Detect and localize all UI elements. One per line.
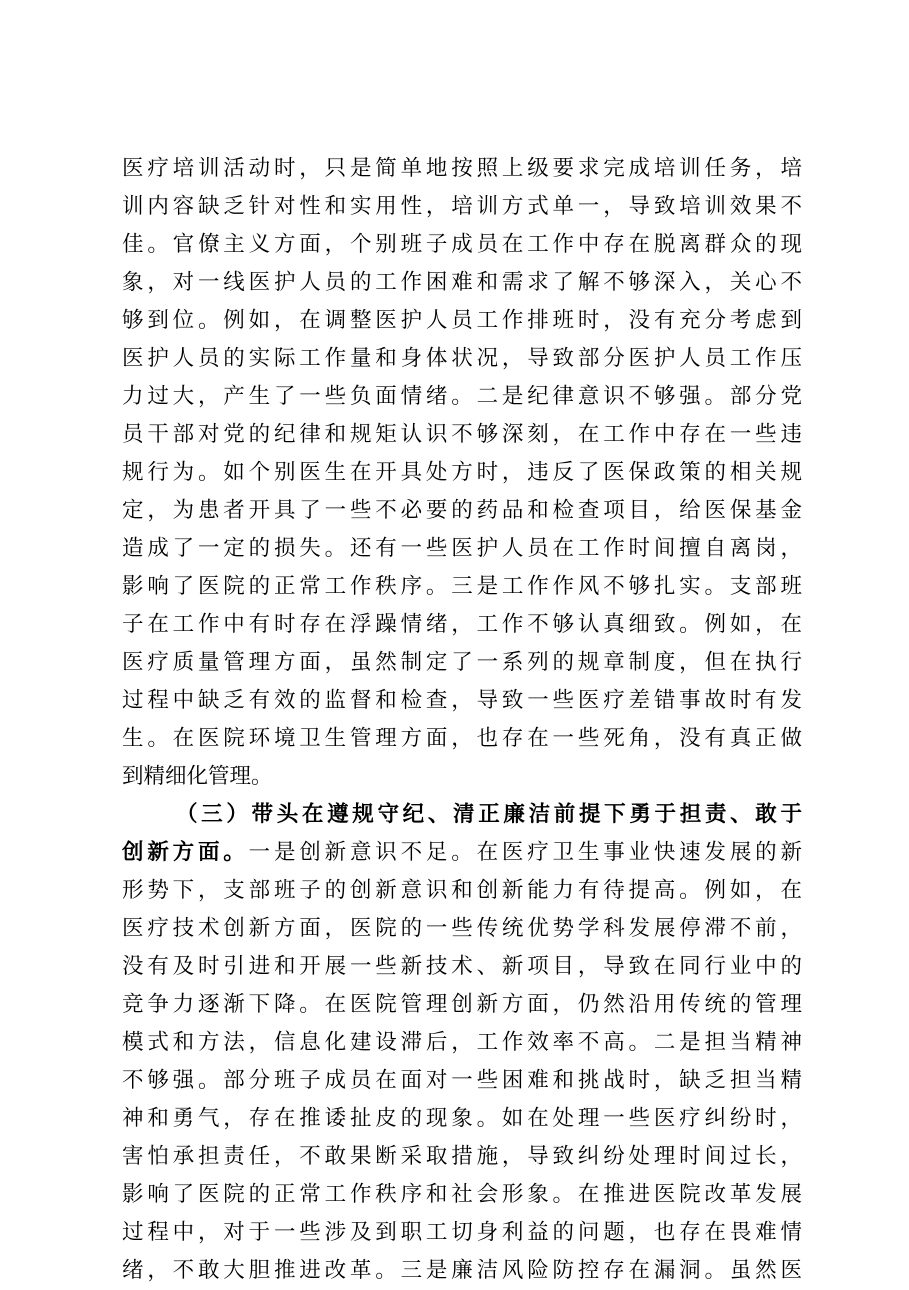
text-line: 影响了医院的正常工作秩序。三是工作作风不够扎实。支部班 (122, 574, 802, 599)
text-line: 影响了医院的正常工作秩序和社会形象。在推进医院改革发展 (122, 1182, 802, 1207)
text-line: 够到位。例如，在调整医护人员工作排班时，没有充分考虑到 (122, 308, 802, 333)
text-line: 医疗质量管理方面，虽然制定了一系列的规章制度，但在执行 (122, 650, 802, 675)
section-3-paragraph (122, 796, 802, 1290)
section-heading: （三）带头在遵规守纪、清正廉洁前提下勇于担责、敢于 (176, 802, 802, 827)
text-line: 医疗培训活动时，只是简单地按照上级要求完成培训任务，培 (122, 156, 802, 181)
text-line: 形势下，支部班子的创新意识和创新能力有待提高。例如，在 (122, 878, 802, 903)
text-line: 过程中，对于一些涉及到职工切身利益的问题，也存在畏难情 (122, 1220, 802, 1245)
text-line: 医护人员的实际工作量和身体状况，导致部分医护人员工作压 (122, 346, 802, 371)
text-line: 模式和方法，信息化建设滞后，工作效率不高。二是担当精神 (122, 1030, 802, 1055)
text-line: 过程中缺乏有效的监督和检查，导致一些医疗差错事故时有发 (122, 688, 802, 713)
text-line: 训内容缺乏针对性和实用性，培训方式单一，导致培训效果不 (122, 194, 802, 219)
text-line: 力过大，产生了一些负面情绪。二是纪律意识不够强。部分党 (122, 384, 802, 409)
text-line (122, 834, 802, 872)
text-line: 子在工作中有时存在浮躁情绪，工作不够认真细致。例如，在 (122, 612, 802, 637)
text-line: 生。在医院环境卫生管理方面，也存在一些死角，没有真正做 (122, 726, 802, 751)
paragraph-continuation (122, 150, 802, 796)
text-line: 竞争力逐渐下降。在医院管理创新方面，仍然沿用传统的管理 (122, 992, 802, 1017)
text-line: 佳。官僚主义方面，个别班子成员在工作中存在脱离群众的现 (122, 232, 802, 257)
section-heading-tail: 创新方面。 (122, 840, 249, 865)
text-line: 造成了一定的损失。还有一些医护人员在工作时间擅自离岗， (122, 536, 802, 561)
text-line: 不够强。部分班子成员在面对一些困难和挑战时，缺乏担当精 (122, 1068, 802, 1093)
text-line: 没有及时引进和开展一些新技术、新项目，导致在同行业中的 (122, 954, 802, 979)
text-line: 象，对一线医护人员的工作困难和需求了解不够深入，关心不 (122, 270, 802, 295)
document-body (122, 150, 802, 1290)
text-line: 神和勇气，存在推诿扯皮的现象。如在处理一些医疗纠纷时， (122, 1106, 802, 1131)
text-line: 医疗技术创新方面，医院的一些传统优势学科发展停滞不前， (122, 916, 802, 941)
text-line: 到精细化管理。 (122, 764, 273, 789)
text-line: 害怕承担责任，不敢果断采取措施，导致纠纷处理时间过长， (122, 1144, 802, 1169)
text-line: 定，为患者开具了一些不必要的药品和检查项目，给医保基金 (122, 498, 802, 523)
text-line: 绪，不敢大胆推进改革。三是廉洁风险防控存在漏洞。虽然医 (122, 1258, 802, 1283)
text-span: 一是创新意识不足。在医疗卫生事业快速发展的新 (248, 840, 802, 865)
text-line: 规行为。如个别医生在开具处方时，违反了医保政策的相关规 (122, 460, 802, 485)
text-line: 员干部对党的纪律和规矩认识不够深刻，在工作中存在一些违 (122, 422, 802, 447)
